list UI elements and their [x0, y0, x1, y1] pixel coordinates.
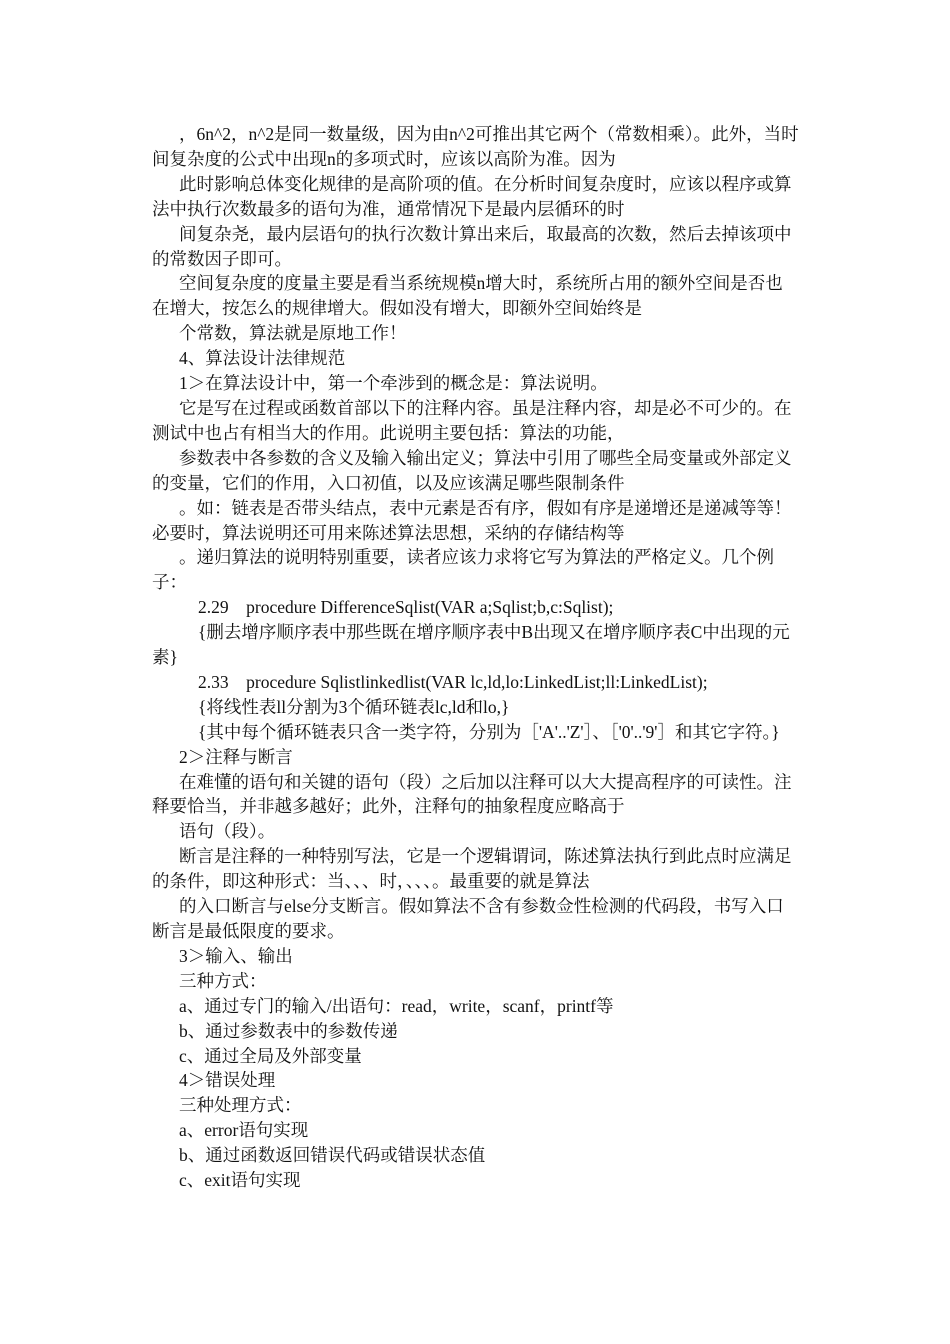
paragraph: a、通过专门的输入/出语句：read，write，scanf，printf等: [179, 995, 614, 1016]
paragraph: b、通过函数返回错误代码或错误状态值: [179, 1145, 486, 1166]
paragraph: a、error语句实现: [179, 1120, 309, 1141]
paragraph: 2＞注释与断言: [179, 746, 293, 767]
paragraph: 2.33 procedure Sqlistlinkedlist(VAR lc,ld,lo:LinkedList;ll:LinkedList);: [198, 671, 708, 692]
paragraph: 三种处理方式：: [179, 1095, 302, 1116]
paragraph: {将线性表ll分割为3个循环链表lc,ld和lo,}: [198, 696, 510, 717]
paragraph: b、通过参数表中的参数传递: [179, 1020, 398, 1041]
paragraph: c、通过全局及外部变量: [179, 1045, 362, 1066]
paragraph: 间复杂尧，最内层语句的执行次数计算出来后，取最高的次数，然后去掉该项中的常数因子即可。: [152, 223, 792, 269]
paragraph: 个常数，算法就是原地工作！: [179, 323, 407, 344]
paragraph: 语句（段）。: [179, 821, 276, 842]
paragraph: ，6n^2，n^2是同一数量级，因为由n^2可推出其它两个（常数相乘）。此外，当时间复杂度的公式中出现n的多项式时，应该以高阶为准。因为: [152, 124, 799, 169]
paragraph: {删去增序顺序表中那些既在增序顺序表中B出现又在增序顺序表C中出现的元素}: [152, 622, 790, 668]
paragraph: 4＞错误处理: [179, 1070, 276, 1091]
document-body: [152, 122, 800, 1193]
paragraph: 空间复杂度的度量主要是看当系统规模n增大时，系统所占用的额外空间是否也在增大，按怎么的规律增大。假如没有增大，即额外空间始终是: [152, 273, 783, 319]
paragraph: 。递归算法的说明特别重要，读者应该力求将它写为算法的严格定义。几个例子：: [152, 547, 774, 593]
paragraph: 参数表中各参数的含义及输入输出定义；算法中引用了哪些全局变量或外部定义的变量，它们的作用，入口初值，以及应该满足哪些限制条件: [152, 447, 792, 493]
paragraph: 断言是注释的一种特别写法，它是一个逻辑谓词，陈述算法执行到此点时应满足的条件，即这种形式：当、、、时，、、、。最重要的就是算法: [152, 846, 792, 892]
paragraph: 2.29 procedure DifferenceSqlist(VAR a;Sqlist;b,c:Sqlist);: [198, 597, 614, 618]
paragraph: c、exit语句实现: [179, 1170, 301, 1191]
paragraph: 的入口断言与else分支断言。假如算法不含有参数佥性检测的代码段，书写入口断言是最低限度的要求。: [152, 896, 784, 941]
paragraph: 1＞在算法设计中，第一个牵涉到的概念是：算法说明。: [179, 373, 608, 394]
paragraph: 3＞输入、输出: [179, 945, 293, 966]
paragraph: 4、算法设计法律规范: [179, 348, 346, 369]
paragraph: 它是写在过程或函数首部以下的注释内容。虽是注释内容，却是必不可少的。在测试中也占有相当大的作用。此说明主要包括：算法的功能，: [152, 397, 792, 443]
paragraph: 。如：链表是否带头结点，表中元素是否有序，假如有序是递增还是递减等等！必要时，算法说明还可用来陈述算法思想，采纳的存储结构等: [152, 497, 792, 543]
paragraph: {其中每个循环链表只含一类字符，分别为［'A'..'Z'］、［'0'..'9'］和其它字符。}: [198, 721, 780, 742]
paragraph: 此时影响总体变化规律的是高阶项的值。在分析时间复杂度时，应该以程序或算法中执行次数最多的语句为准，通常情况下是最内层循环的时: [152, 173, 792, 219]
paragraph: 在难懂的语句和关键的语句（段）之后加以注释可以大大提高程序的可读性。注释要恰当，并非越多越好；此外，注释句的抽象程度应略高于: [152, 771, 792, 817]
paragraph: 三种方式：: [179, 970, 267, 991]
